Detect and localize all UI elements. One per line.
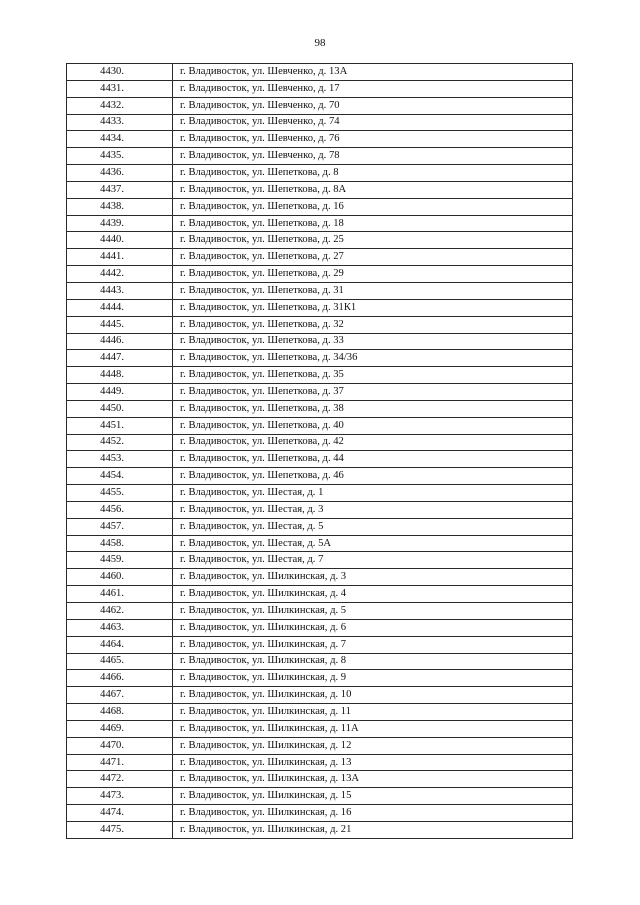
table-row: [67, 603, 573, 620]
row-number: 4456.: [67, 501, 173, 518]
row-number: 4437.: [67, 181, 173, 198]
table-row: [67, 451, 573, 468]
row-address: г. Владивосток, ул. Шепеткова, д. 40: [173, 417, 573, 434]
row-address: г. Владивосток, ул. Шестая, д. 7: [173, 552, 573, 569]
row-number: 4433.: [67, 114, 173, 131]
row-address: г. Владивосток, ул. Шепеткова, д. 35: [173, 367, 573, 384]
row-address: г. Владивосток, ул. Шестая, д. 5: [173, 518, 573, 535]
row-number: 4432.: [67, 97, 173, 114]
table-row: [67, 148, 573, 165]
row-number: 4442.: [67, 266, 173, 283]
row-number: 4431.: [67, 80, 173, 97]
table-row: [67, 653, 573, 670]
row-number: 4457.: [67, 518, 173, 535]
row-number: 4447.: [67, 350, 173, 367]
row-address: г. Владивосток, ул. Шепеткова, д. 46: [173, 468, 573, 485]
row-address: г. Владивосток, ул. Шилкинская, д. 6: [173, 619, 573, 636]
row-address: г. Владивосток, ул. Шестая, д. 1: [173, 485, 573, 502]
address-table: [66, 63, 573, 839]
row-address: г. Владивосток, ул. Шевченко, д. 70: [173, 97, 573, 114]
row-address: г. Владивосток, ул. Шестая, д. 5А: [173, 535, 573, 552]
table-row: [67, 720, 573, 737]
row-number: 4450.: [67, 400, 173, 417]
row-number: 4445.: [67, 316, 173, 333]
row-number: 4455.: [67, 485, 173, 502]
address-table-body: [67, 64, 573, 839]
row-address: г. Владивосток, ул. Шевченко, д. 76: [173, 131, 573, 148]
table-row: [67, 518, 573, 535]
row-address: г. Владивосток, ул. Шилкинская, д. 12: [173, 737, 573, 754]
row-number: 4439.: [67, 215, 173, 232]
table-row: [67, 316, 573, 333]
row-address: г. Владивосток, ул. Шепеткова, д. 34/36: [173, 350, 573, 367]
row-address: г. Владивосток, ул. Шепеткова, д. 27: [173, 249, 573, 266]
row-number: 4436.: [67, 165, 173, 182]
table-row: [67, 64, 573, 81]
table-row: [67, 131, 573, 148]
row-number: 4470.: [67, 737, 173, 754]
table-row: [67, 485, 573, 502]
table-row: [67, 367, 573, 384]
row-number: 4463.: [67, 619, 173, 636]
row-address: г. Владивосток, ул. Шевченко, д. 13А: [173, 64, 573, 81]
row-address: г. Владивосток, ул. Шевченко, д. 78: [173, 148, 573, 165]
row-number: 4472.: [67, 771, 173, 788]
table-row: [67, 670, 573, 687]
table-row: [67, 552, 573, 569]
row-address: г. Владивосток, ул. Шилкинская, д. 9: [173, 670, 573, 687]
row-number: 4464.: [67, 636, 173, 653]
table-row: [67, 350, 573, 367]
table-row: [67, 788, 573, 805]
table-row: [67, 771, 573, 788]
row-address: г. Владивосток, ул. Шилкинская, д. 8: [173, 653, 573, 670]
row-number: 4443.: [67, 282, 173, 299]
row-number: 4466.: [67, 670, 173, 687]
row-number: 4434.: [67, 131, 173, 148]
row-number: 4430.: [67, 64, 173, 81]
table-row: [67, 333, 573, 350]
table-row: [67, 569, 573, 586]
table-row: [67, 754, 573, 771]
table-row: [67, 737, 573, 754]
table-row: [67, 249, 573, 266]
row-number: 4461.: [67, 586, 173, 603]
row-address: г. Владивосток, ул. Шепеткова, д. 31К1: [173, 299, 573, 316]
row-address: г. Владивосток, ул. Шепеткова, д. 18: [173, 215, 573, 232]
row-address: г. Владивосток, ул. Шепеткова, д. 44: [173, 451, 573, 468]
row-address: г. Владивосток, ул. Шепеткова, д. 33: [173, 333, 573, 350]
row-address: г. Владивосток, ул. Шепеткова, д. 32: [173, 316, 573, 333]
row-address: г. Владивосток, ул. Шилкинская, д. 13: [173, 754, 573, 771]
row-address: г. Владивосток, ул. Шилкинская, д. 10: [173, 687, 573, 704]
row-address: г. Владивосток, ул. Шепеткова, д. 25: [173, 232, 573, 249]
row-address: г. Владивосток, ул. Шевченко, д. 17: [173, 80, 573, 97]
row-address: г. Владивосток, ул. Шепеткова, д. 38: [173, 400, 573, 417]
row-number: 4448.: [67, 367, 173, 384]
row-address: г. Владивосток, ул. Шестая, д. 3: [173, 501, 573, 518]
row-address: г. Владивосток, ул. Шилкинская, д. 13А: [173, 771, 573, 788]
row-number: 4460.: [67, 569, 173, 586]
row-number: 4462.: [67, 603, 173, 620]
table-row: [67, 400, 573, 417]
row-number: 4468.: [67, 704, 173, 721]
row-number: 4435.: [67, 148, 173, 165]
row-address: г. Владивосток, ул. Шилкинская, д. 11А: [173, 720, 573, 737]
row-address: г. Владивосток, ул. Шепеткова, д. 42: [173, 434, 573, 451]
table-row: [67, 687, 573, 704]
table-row: [67, 282, 573, 299]
row-number: 4471.: [67, 754, 173, 771]
table-row: [67, 535, 573, 552]
table-row: [67, 97, 573, 114]
row-number: 4474.: [67, 805, 173, 822]
table-row: [67, 198, 573, 215]
row-address: г. Владивосток, ул. Шилкинская, д. 15: [173, 788, 573, 805]
table-row: [67, 821, 573, 838]
table-row: [67, 417, 573, 434]
table-row: [67, 468, 573, 485]
row-address: г. Владивосток, ул. Шилкинская, д. 16: [173, 805, 573, 822]
row-address: г. Владивосток, ул. Шепеткова, д. 37: [173, 384, 573, 401]
table-row: [67, 299, 573, 316]
row-number: 4465.: [67, 653, 173, 670]
row-address: г. Владивосток, ул. Шепеткова, д. 8А: [173, 181, 573, 198]
row-address: г. Владивосток, ул. Шепеткова, д. 8: [173, 165, 573, 182]
row-number: 4441.: [67, 249, 173, 266]
row-number: 4452.: [67, 434, 173, 451]
row-number: 4453.: [67, 451, 173, 468]
table-row: [67, 266, 573, 283]
row-address: г. Владивосток, ул. Шепеткова, д. 29: [173, 266, 573, 283]
row-number: 4451.: [67, 417, 173, 434]
table-row: [67, 586, 573, 603]
row-address: г. Владивосток, ул. Шепеткова, д. 31: [173, 282, 573, 299]
row-number: 4469.: [67, 720, 173, 737]
row-number: 4475.: [67, 821, 173, 838]
table-row: [67, 80, 573, 97]
row-number: 4446.: [67, 333, 173, 350]
table-row: [67, 434, 573, 451]
table-row: [67, 636, 573, 653]
row-address: г. Владивосток, ул. Шилкинская, д. 4: [173, 586, 573, 603]
table-row: [67, 704, 573, 721]
row-number: 4473.: [67, 788, 173, 805]
row-address: г. Владивосток, ул. Шилкинская, д. 7: [173, 636, 573, 653]
row-number: 4459.: [67, 552, 173, 569]
table-row: [67, 805, 573, 822]
page-number: 98: [314, 37, 326, 49]
table-row: [67, 232, 573, 249]
table-row: [67, 501, 573, 518]
row-address: г. Владивосток, ул. Шилкинская, д. 21: [173, 821, 573, 838]
table-row: [67, 215, 573, 232]
row-address: г. Владивосток, ул. Шилкинская, д. 3: [173, 569, 573, 586]
row-number: 4438.: [67, 198, 173, 215]
row-address: г. Владивосток, ул. Шепеткова, д. 16: [173, 198, 573, 215]
row-number: 4458.: [67, 535, 173, 552]
table-row: [67, 384, 573, 401]
row-address: г. Владивосток, ул. Шилкинская, д. 5: [173, 603, 573, 620]
table-row: [67, 114, 573, 131]
row-number: 4467.: [67, 687, 173, 704]
row-address: г. Владивосток, ул. Шилкинская, д. 11: [173, 704, 573, 721]
table-row: [67, 181, 573, 198]
row-number: 4449.: [67, 384, 173, 401]
table-row: [67, 619, 573, 636]
row-address: г. Владивосток, ул. Шевченко, д. 74: [173, 114, 573, 131]
row-number: 4440.: [67, 232, 173, 249]
row-number: 4454.: [67, 468, 173, 485]
row-number: 4444.: [67, 299, 173, 316]
table-row: [67, 165, 573, 182]
